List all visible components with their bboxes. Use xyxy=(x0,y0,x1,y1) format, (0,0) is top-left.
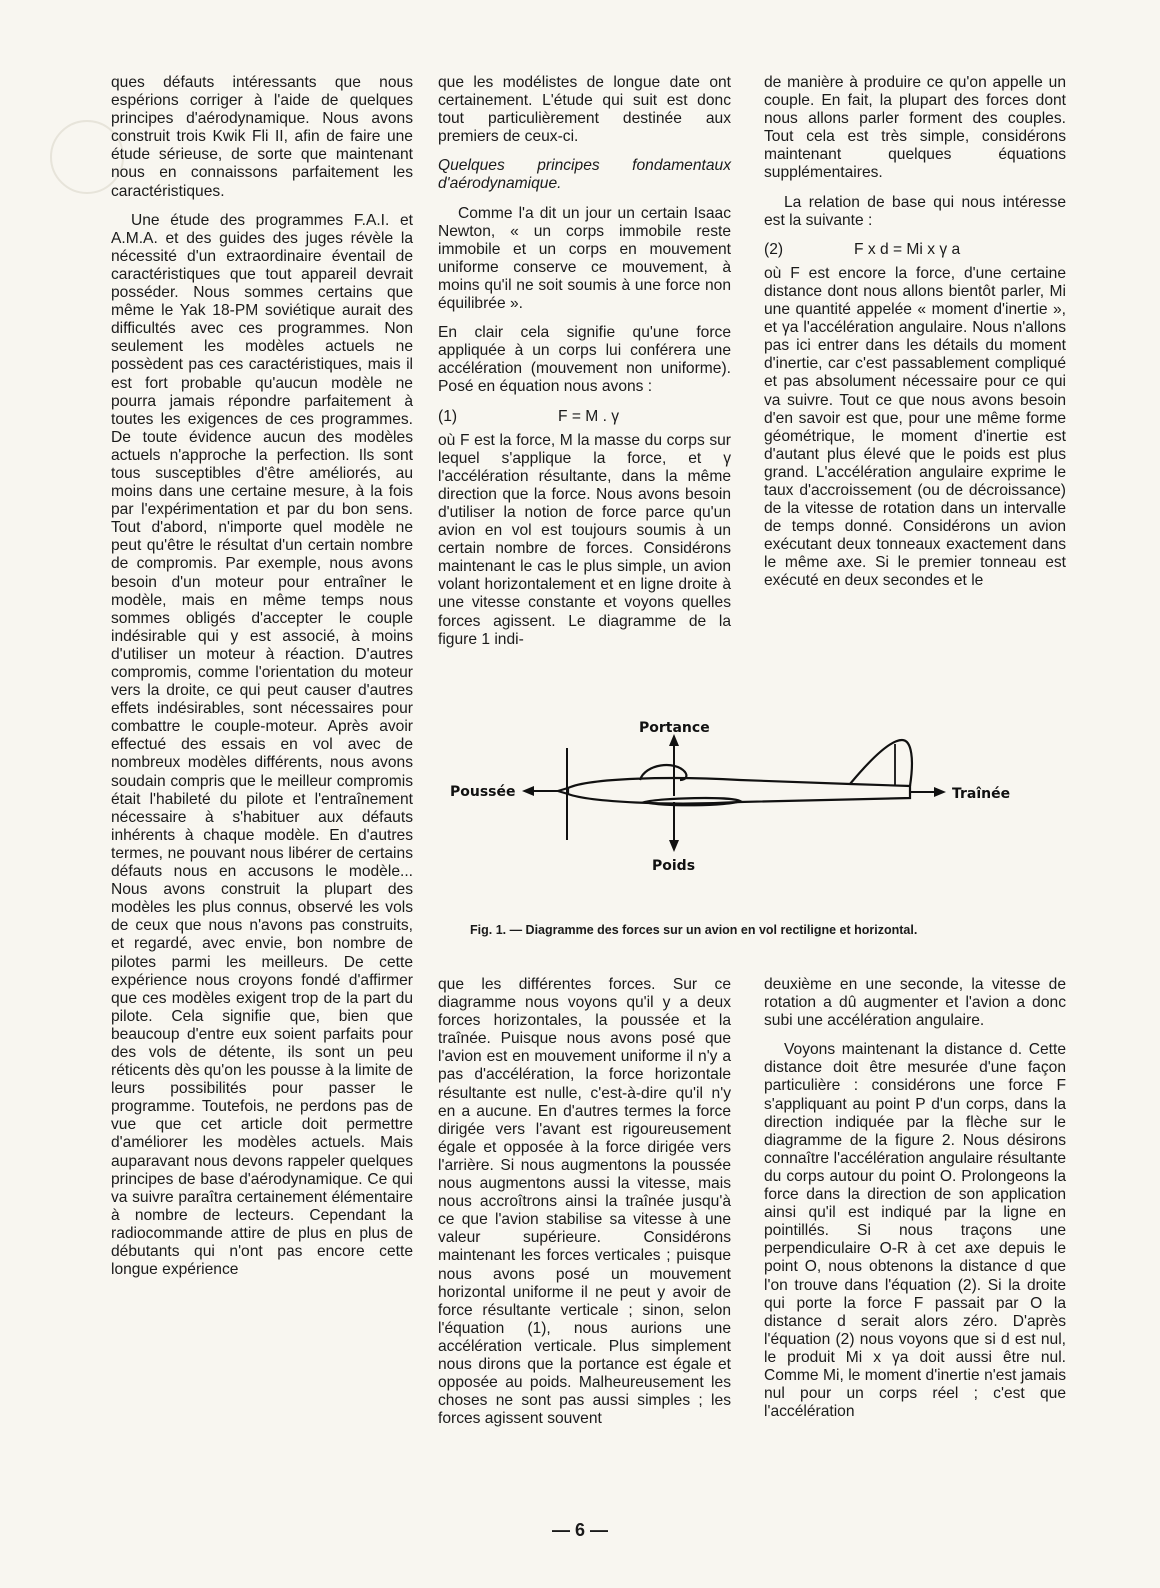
paragraph: Une étude des programmes F.A.I. et A.M.A. et des guides des juges révèle la nécessité d'un extraordinaire éventail de caractéristiques que tout appareil devrait posséder. Nous sommes certains que même le Yak 18-PM soviétique aurait des difficultés avec ces programmes. Non seulement les modèles actuels ne possèdent pas ces caractéristiques, mais il est fort probable qu'aucun modèle ne pourra jamais répondre parfaitement à toutes les exigences de ces programmes. De toute évidence aucun des modèles actuels n'approche la perfection. Ils sont tous susceptibles d'être améliorés, au moins dans une certaine mesure, à la fois par l'expérimentation et par du bon sens. Tout d'abord, n'importe quel modèle ne peut qu'être le résultat d'un certain nombre de compromis. Par exemple, nous avons besoin d'un moteur pour entraîner le modèle, mais en même temps nous sommes obligés d'accepter le couple indésirable qui y est associé, à moins d'utiliser un moteur à réaction. D'autres compromis, comme l'orientation du moteur vers la droite, ce qui peut causer d'autres effets indésirables, sont nécessaires pour combattre le couple-moteur. Après avoir effectué des essais en vol avec de nombreux modèles différents, nous avons soudain compris que le meilleur compromis était l'habileté du pilote et l'entraînement nécessaire à s'habituer aux défauts inhérents à chaque modèle. En d'autres termes, ne pouvant nous libérer de certains défauts nous en accusons le modèle... Nous avons construit la plupart des modèles les plus connus, observé les vols de ceux que nous n'avons pas construits, et regardé, avec envie, bon nombre de pilotes parmi les meilleurs. De cette expérience nous croyons fondé d'affirmer que ces modèles exigent trop de la part du pilote. Cela signifie que, bien que beaucoup d'entre eux soient parfaits pour des vols de détente, ils sont un peu réticents dès qu'on les pousse à la limite de leurs possibilités pour passer le programme. Toutefois, ne perdons pas de vue que cet article doit permettre d'améliorer les modèles actuels. Mais auparavant nous devons rappeler quelques principes de base d'aérodynamique. Ce qui va suivre paraîtra certainement élémentaire à nombre de lecteurs. Cependant la radiocommande attire de plus en plus de débutants qui n'ont pas encore cette longue expérience xyxy=(111,211,413,1279)
paragraph: La relation de base qui nous intéresse est la suivante : xyxy=(764,193,1066,229)
force-diagram-svg xyxy=(440,720,1070,890)
column-4 xyxy=(438,976,731,1428)
figure-caption: Fig. 1. — Diagramme des forces sur un avion en vol rectiligne et horizontal. xyxy=(470,923,918,937)
column-2 xyxy=(438,74,731,649)
paragraph: Comme l'a dit un jour un certain Isaac Newton, « un corps immobile reste immobile et un corps en mouvement uniforme conserve ce mouvement, à moins qu'il ne soit soumis à une force non équilibrée ». xyxy=(438,204,731,313)
lift-label: Portance xyxy=(639,720,710,736)
paragraph: deuxième en une seconde, la vitesse de rotation a dû augmenter et l'avion a donc subi une accélération angulaire. xyxy=(764,976,1066,1030)
drag-label: Traînée xyxy=(952,786,1011,802)
equation-text: F = M . γ xyxy=(558,407,620,425)
tail-fin-outline xyxy=(850,740,912,786)
section-heading: Quelques principes fondamentaux d'aérodynamique. xyxy=(438,157,731,193)
column-1 xyxy=(111,74,413,1279)
paragraph: Voyons maintenant la distance d. Cette distance doit être mesurée d'une façon particulière : considérons une force F s'appliquant au point P d'un corps, dans la direction indiquée par la flèche sur le diagramme de la figure 2. Nous désirons connaître l'accélération angulaire résultante du corps autour du point O. Prolongeons la force dans la direction de son application ainsi qu'il est indiqué par la ligne en pointillés. Si nous traçons une perpendiculaire O-R à cet axe depuis le point O, nous obtenons la distance d que l'on trouve dans l'équation (2). Si la droite qui porte la force F passait par O la distance d serait alors zéro. D'après l'équation (2) nous voyons que si d est nul, le produit Mi x γa doit aussi être nul. Comme Mi, le moment d'inertie n'est jamais nul pour un corps réel ; c'est que l'accélération xyxy=(764,1041,1066,1421)
equation-1 xyxy=(438,408,731,426)
paragraph: où F est la force, M la masse du corps sur lequel s'applique la force, et γ l'accélération résultante, dans la même direction que la force. Nous avons besoin d'utiliser la notion de force parce qu'un avion en vol est toujours soumis à un certain nombre de forces. Considérons maintenant le cas le plus simple, un avion volant horizontalement et en ligne droite à une vitesse constante et voyons quelles forces agissent. Le diagramme de la figure 1 indi- xyxy=(438,431,731,648)
equation-2 xyxy=(764,241,1066,259)
paragraph: En clair cela signifie qu'une force appliquée à un corps lui conférera une accélération (mouvement non uniforme). Posé en équation nous avons : xyxy=(438,324,731,396)
thrust-label: Poussée xyxy=(450,784,516,800)
paragraph: que les différentes forces. Sur ce diagramme nous voyons qu'il y a deux forces horizontales, la poussée et la traînée. Puisque nous avons posé que l'avion est en mouvement uniforme il n'y a pas d'accélération, la force horizontale résultante est nulle, c'est-à-dire qu'il n'y en a aucune. En d'autres termes la force dirigée vers l'avant est rigoureusement égale et opposée à la force dirigée vers l'arrière. Si nous augmentons la poussée nous augmentons aussi la vitesse, mais nous accroîtrons ainsi la traînée jusqu'à ce que l'avion stabilise sa vitesse à une valeur supérieure. Considérons maintenant les forces verticales ; puisque nous avons posé un mouvement horizontal uniforme il ne peut y avoir de force résultante verticale ; sinon, selon l'équation (1), nous aurions une accélération verticale. Plus simplement nous dirons que la portance est égale et opposée au poids. Malheureusement les choses ne sont pas aussi simples ; les forces agissent souvent xyxy=(438,976,731,1428)
equation-label: (2) xyxy=(764,240,784,258)
figure-1-diagram xyxy=(440,720,1070,890)
equation-label: (1) xyxy=(438,407,458,425)
weight-label: Poids xyxy=(652,858,696,874)
column-5 xyxy=(764,976,1066,1421)
paragraph: de manière à produire ce qu'on appelle un couple. En fait, la plupart des forces dont nous allons parler forment des couples. Tout cela est très simple, considérons maintenant quelques équations supplémentaires. xyxy=(764,74,1066,182)
paragraph: ques défauts intéressants que nous espérions corriger à l'aide de quelques principes d'aérodynamique. Nous avons construit trois Kwik Fli II, afin de faire une étude sérieuse, de sorte que maintenant nous en connaissons parfaitement les caractéristiques. xyxy=(111,74,413,200)
page-number: — 6 — xyxy=(551,1520,608,1540)
paragraph: que les modélistes de longue date ont certainement. L'étude qui suit est donc tout particulièrement destinée aux premiers de ceux-ci. xyxy=(438,74,731,146)
column-3 xyxy=(764,74,1066,591)
paragraph: où F est encore la force, d'une certaine distance dont nous allons bientôt parler, Mi une quantité appelée « moment d'inertie », et γa l'accélération angulaire. Nous n'allons pas ici entrer dans les détails du moment d'inertie, car c'est passablement compliqué et pas absolument nécessaire pour ce qui va suivre. Tout ce que nous avons besoin d'en savoir est que, pour une même forme géométrique, le moment d'inertie est d'autant plus élevé que le poids est plus grand. L'accélération angulaire exprime le taux d'accroissement (ou de décroissance) de la vitesse de rotation dans un intervalle de temps donné. Considérons un avion exécutant deux tonneaux exactement dans le même axe. Si le premier tonneau est exécuté en deux secondes et le xyxy=(764,264,1066,590)
equation-text: F x d = Mi x γ a xyxy=(854,240,961,258)
